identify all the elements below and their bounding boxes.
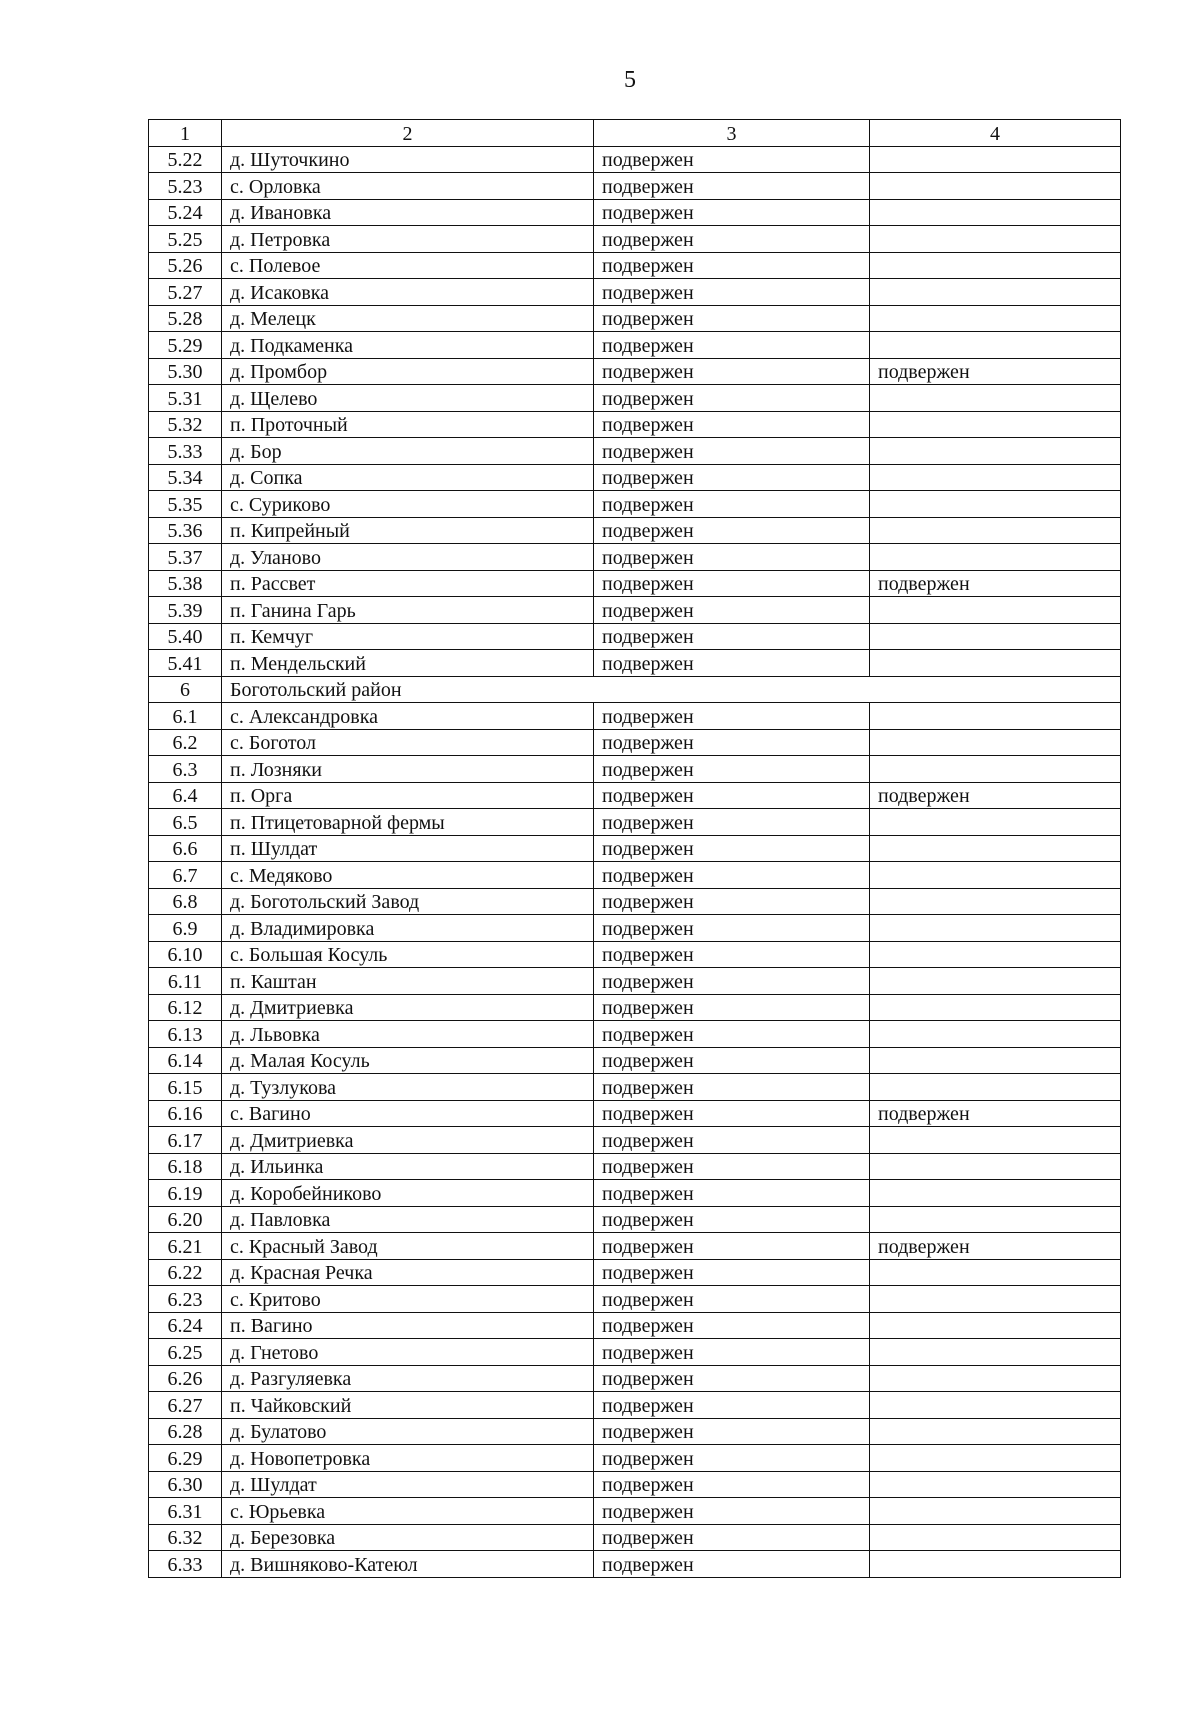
column-3-cell: подвержен: [594, 1153, 870, 1180]
table-row: [149, 1153, 1121, 1180]
table-row: [149, 1021, 1121, 1048]
column-3-cell: подвержен: [594, 1551, 870, 1578]
column-3-cell: подвержен: [594, 1312, 870, 1339]
table-row: [149, 1180, 1121, 1207]
settlement-name-cell: с. Боготол: [222, 729, 594, 756]
settlement-name-cell: д. Промбор: [222, 358, 594, 385]
settlement-name-cell: п. Шулдат: [222, 835, 594, 862]
column-4-cell: [870, 756, 1121, 783]
column-4-cell: подвержен: [870, 1100, 1121, 1127]
column-4-cell: [870, 411, 1121, 438]
column-3-cell: подвержен: [594, 146, 870, 173]
row-number-cell: 6.19: [149, 1180, 222, 1207]
column-4-cell: [870, 1153, 1121, 1180]
column-4-cell: [870, 1312, 1121, 1339]
row-number-cell: 6.3: [149, 756, 222, 783]
row-number-cell: 5.34: [149, 464, 222, 491]
row-number-cell: 6.13: [149, 1021, 222, 1048]
column-3-cell: подвержен: [594, 835, 870, 862]
settlement-name-cell: д. Дмитриевка: [222, 1127, 594, 1154]
column-4-cell: [870, 862, 1121, 889]
table-row: [149, 1524, 1121, 1551]
column-4-cell: [870, 623, 1121, 650]
settlement-name-cell: д. Ильинка: [222, 1153, 594, 1180]
column-4-cell: [870, 888, 1121, 915]
column-3-cell: подвержен: [594, 491, 870, 518]
column-3-cell: подвержен: [594, 650, 870, 677]
settlement-name-cell: д. Разгуляевка: [222, 1365, 594, 1392]
table-row: [149, 1127, 1121, 1154]
row-number-cell: 6.12: [149, 994, 222, 1021]
row-number-cell: 5.37: [149, 544, 222, 571]
column-header-2: 2: [222, 120, 594, 147]
column-3-cell: подвержен: [594, 438, 870, 465]
column-3-cell: подвержен: [594, 623, 870, 650]
settlement-name-cell: п. Ганина Гарь: [222, 597, 594, 624]
column-3-cell: подвержен: [594, 1339, 870, 1366]
row-number-cell: 6.17: [149, 1127, 222, 1154]
column-4-cell: [870, 385, 1121, 412]
row-number-cell: 6.21: [149, 1233, 222, 1260]
column-3-cell: подвержен: [594, 332, 870, 359]
column-3-cell: подвержен: [594, 252, 870, 279]
settlement-name-cell: с. Александровка: [222, 703, 594, 730]
table-row: [149, 438, 1121, 465]
row-number-cell: 6.20: [149, 1206, 222, 1233]
row-number-cell: 5.30: [149, 358, 222, 385]
column-4-cell: [870, 703, 1121, 730]
settlement-name-cell: с. Критово: [222, 1286, 594, 1313]
column-3-cell: подвержен: [594, 729, 870, 756]
row-number-cell: 6.8: [149, 888, 222, 915]
row-number-cell: 5.35: [149, 491, 222, 518]
table-row: [149, 1206, 1121, 1233]
column-3-cell: подвержен: [594, 1392, 870, 1419]
column-3-cell: подвержен: [594, 756, 870, 783]
column-3-cell: подвержен: [594, 941, 870, 968]
table-row: [149, 968, 1121, 995]
column-3-cell: подвержен: [594, 1471, 870, 1498]
column-4-cell: [870, 464, 1121, 491]
column-3-cell: подвержен: [594, 994, 870, 1021]
column-3-cell: подвержен: [594, 544, 870, 571]
settlement-name-cell: д. Малая Косуль: [222, 1047, 594, 1074]
row-number-cell: 5.31: [149, 385, 222, 412]
table-row: [149, 517, 1121, 544]
table-row: [149, 358, 1121, 385]
column-4-cell: [870, 597, 1121, 624]
settlement-name-cell: с. Вагино: [222, 1100, 594, 1127]
row-number-cell: 6.10: [149, 941, 222, 968]
column-4-cell: [870, 1259, 1121, 1286]
column-3-cell: подвержен: [594, 1047, 870, 1074]
column-4-cell: [870, 1286, 1121, 1313]
row-number-cell: 6.30: [149, 1471, 222, 1498]
section-title-cell: Боготольский район: [222, 676, 1121, 703]
column-4-cell: подвержен: [870, 1233, 1121, 1260]
column-4-cell: [870, 1127, 1121, 1154]
row-number-cell: 6.1: [149, 703, 222, 730]
row-number-cell: 5.32: [149, 411, 222, 438]
settlement-name-cell: д. Дмитриевка: [222, 994, 594, 1021]
column-3-cell: подвержен: [594, 862, 870, 889]
column-3-cell: подвержен: [594, 1127, 870, 1154]
row-number-cell: 5.24: [149, 199, 222, 226]
row-number-cell: 6.33: [149, 1551, 222, 1578]
settlement-name-cell: д. Петровка: [222, 226, 594, 253]
column-header-3: 3: [594, 120, 870, 147]
table-row: [149, 1498, 1121, 1525]
row-number-cell: 6.5: [149, 809, 222, 836]
settlement-name-cell: д. Тузлукова: [222, 1074, 594, 1101]
column-4-cell: [870, 332, 1121, 359]
column-4-cell: [870, 199, 1121, 226]
settlement-name-cell: с. Медяково: [222, 862, 594, 889]
column-3-cell: подвержен: [594, 888, 870, 915]
column-3-cell: подвержен: [594, 1100, 870, 1127]
column-3-cell: подвержен: [594, 1418, 870, 1445]
settlement-name-cell: п. Птицетоварной фермы: [222, 809, 594, 836]
column-3-cell: подвержен: [594, 1259, 870, 1286]
column-4-cell: [870, 1418, 1121, 1445]
section-row: [149, 676, 1121, 703]
table-row: [149, 1286, 1121, 1313]
table-row: [149, 252, 1121, 279]
column-3-cell: подвержен: [594, 782, 870, 809]
table-body: [149, 120, 1121, 1578]
column-3-cell: подвержен: [594, 358, 870, 385]
column-4-cell: [870, 1471, 1121, 1498]
table-row: [149, 835, 1121, 862]
column-3-cell: подвержен: [594, 1233, 870, 1260]
column-4-cell: [870, 915, 1121, 942]
row-number-cell: 6.15: [149, 1074, 222, 1101]
settlement-name-cell: д. Уланово: [222, 544, 594, 571]
column-3-cell: подвержен: [594, 1498, 870, 1525]
settlement-name-cell: д. Боготольский Завод: [222, 888, 594, 915]
column-4-cell: [870, 1445, 1121, 1472]
table-row: [149, 862, 1121, 889]
column-3-cell: подвержен: [594, 411, 870, 438]
table-row: [149, 491, 1121, 518]
table-header-row: [149, 120, 1121, 147]
column-4-cell: [870, 1498, 1121, 1525]
settlement-name-cell: д. Владимировка: [222, 915, 594, 942]
settlement-name-cell: д. Булатово: [222, 1418, 594, 1445]
table-row: [149, 703, 1121, 730]
column-3-cell: подвержен: [594, 1206, 870, 1233]
column-3-cell: подвержен: [594, 915, 870, 942]
table-row: [149, 332, 1121, 359]
settlement-name-cell: д. Сопка: [222, 464, 594, 491]
row-number-cell: 6.26: [149, 1365, 222, 1392]
column-3-cell: подвержен: [594, 279, 870, 306]
row-number-cell: 5.41: [149, 650, 222, 677]
column-4-cell: [870, 1074, 1121, 1101]
settlement-name-cell: п. Орга: [222, 782, 594, 809]
table-row: [149, 809, 1121, 836]
settlement-name-cell: д. Мелецк: [222, 305, 594, 332]
row-number-cell: 6.28: [149, 1418, 222, 1445]
column-4-cell: [870, 438, 1121, 465]
column-4-cell: [870, 305, 1121, 332]
row-number-cell: 5.38: [149, 570, 222, 597]
settlement-name-cell: д. Вишняково-Катеюл: [222, 1551, 594, 1578]
settlement-name-cell: д. Исаковка: [222, 279, 594, 306]
column-3-cell: подвержен: [594, 809, 870, 836]
row-number-cell: 6.22: [149, 1259, 222, 1286]
column-4-cell: [870, 1180, 1121, 1207]
settlements-table: [148, 119, 1121, 1578]
row-number-cell: 6.32: [149, 1524, 222, 1551]
settlement-name-cell: п. Проточный: [222, 411, 594, 438]
settlement-name-cell: д. Коробейниково: [222, 1180, 594, 1207]
settlement-name-cell: д. Березовка: [222, 1524, 594, 1551]
row-number-cell: 6.4: [149, 782, 222, 809]
table-row: [149, 411, 1121, 438]
table-row: [149, 729, 1121, 756]
row-number-cell: 5.40: [149, 623, 222, 650]
column-3-cell: подвержен: [594, 226, 870, 253]
column-3-cell: подвержен: [594, 968, 870, 995]
settlement-name-cell: д. Щелево: [222, 385, 594, 412]
table-row: [149, 888, 1121, 915]
settlement-name-cell: с. Полевое: [222, 252, 594, 279]
column-4-cell: [870, 1206, 1121, 1233]
settlement-name-cell: с. Суриково: [222, 491, 594, 518]
table-row: [149, 544, 1121, 571]
row-number-cell: 5.22: [149, 146, 222, 173]
table-row: [149, 597, 1121, 624]
column-4-cell: [870, 252, 1121, 279]
settlement-name-cell: д. Шуточкино: [222, 146, 594, 173]
table-row: [149, 1233, 1121, 1260]
column-4-cell: подвержен: [870, 570, 1121, 597]
settlement-name-cell: с. Юрьевка: [222, 1498, 594, 1525]
table-row: [149, 1074, 1121, 1101]
row-number-cell: 5.36: [149, 517, 222, 544]
row-number-cell: 6.27: [149, 1392, 222, 1419]
column-4-cell: [870, 146, 1121, 173]
settlement-name-cell: п. Рассвет: [222, 570, 594, 597]
row-number-cell: 5.25: [149, 226, 222, 253]
settlement-name-cell: д. Красная Речка: [222, 1259, 594, 1286]
table-row: [149, 464, 1121, 491]
settlement-name-cell: д. Новопетровка: [222, 1445, 594, 1472]
row-number-cell: 5.39: [149, 597, 222, 624]
table-row: [149, 623, 1121, 650]
row-number-cell: 6.6: [149, 835, 222, 862]
settlement-name-cell: д. Гнетово: [222, 1339, 594, 1366]
settlement-name-cell: д. Павловка: [222, 1206, 594, 1233]
settlement-name-cell: п. Вагино: [222, 1312, 594, 1339]
column-3-cell: подвержен: [594, 517, 870, 544]
column-3-cell: подвержен: [594, 173, 870, 200]
table-row: [149, 1047, 1121, 1074]
table-row: [149, 941, 1121, 968]
row-number-cell: 5.27: [149, 279, 222, 306]
table-row: [149, 1339, 1121, 1366]
table-row: [149, 1551, 1121, 1578]
row-number-cell: 6.25: [149, 1339, 222, 1366]
column-header-4: 4: [870, 120, 1121, 147]
row-number-cell: 5.23: [149, 173, 222, 200]
column-4-cell: [870, 1339, 1121, 1366]
row-number-cell: 6.16: [149, 1100, 222, 1127]
column-4-cell: [870, 809, 1121, 836]
table-row: [149, 173, 1121, 200]
column-4-cell: [870, 1365, 1121, 1392]
page-number: 5: [624, 67, 636, 93]
settlement-name-cell: п. Мендельский: [222, 650, 594, 677]
table-row: [149, 1312, 1121, 1339]
column-3-cell: подвержен: [594, 199, 870, 226]
table-row: [149, 994, 1121, 1021]
table-row: [149, 1365, 1121, 1392]
column-3-cell: подвержен: [594, 570, 870, 597]
settlement-name-cell: п. Кипрейный: [222, 517, 594, 544]
settlement-name-cell: п. Лозняки: [222, 756, 594, 783]
table-row: [149, 279, 1121, 306]
row-number-cell: 6.14: [149, 1047, 222, 1074]
row-number-cell: 6.29: [149, 1445, 222, 1472]
table-row: [149, 1392, 1121, 1419]
settlement-name-cell: п. Чайковский: [222, 1392, 594, 1419]
column-3-cell: подвержен: [594, 1180, 870, 1207]
row-number-cell: 6.18: [149, 1153, 222, 1180]
column-4-cell: подвержен: [870, 782, 1121, 809]
column-4-cell: [870, 517, 1121, 544]
column-4-cell: [870, 1021, 1121, 1048]
row-number-cell: 5.33: [149, 438, 222, 465]
column-4-cell: [870, 941, 1121, 968]
row-number-cell: 5.29: [149, 332, 222, 359]
column-3-cell: подвержен: [594, 1074, 870, 1101]
row-number-cell: 6.9: [149, 915, 222, 942]
settlement-name-cell: д. Шулдат: [222, 1471, 594, 1498]
table-row: [149, 915, 1121, 942]
settlement-name-cell: с. Большая Косуль: [222, 941, 594, 968]
row-number-cell: 6.11: [149, 968, 222, 995]
table-row: [149, 782, 1121, 809]
column-3-cell: подвержен: [594, 385, 870, 412]
table-row: [149, 756, 1121, 783]
column-3-cell: подвержен: [594, 1365, 870, 1392]
column-4-cell: [870, 1524, 1121, 1551]
column-3-cell: подвержен: [594, 1445, 870, 1472]
settlement-name-cell: д. Бор: [222, 438, 594, 465]
column-4-cell: подвержен: [870, 358, 1121, 385]
row-number-cell: 5.28: [149, 305, 222, 332]
table-row: [149, 1259, 1121, 1286]
settlement-name-cell: с. Орловка: [222, 173, 594, 200]
row-number-cell: 6.23: [149, 1286, 222, 1313]
column-4-cell: [870, 1551, 1121, 1578]
column-4-cell: [870, 729, 1121, 756]
table-row: [149, 1471, 1121, 1498]
row-number-cell: 6.7: [149, 862, 222, 889]
settlement-name-cell: д. Ивановка: [222, 199, 594, 226]
settlement-name-cell: д. Львовка: [222, 1021, 594, 1048]
table-row: [149, 570, 1121, 597]
settlement-name-cell: д. Подкаменка: [222, 332, 594, 359]
column-4-cell: [870, 279, 1121, 306]
column-4-cell: [870, 491, 1121, 518]
column-4-cell: [870, 1392, 1121, 1419]
table-row: [149, 1418, 1121, 1445]
table-row: [149, 226, 1121, 253]
row-number-cell: 5.26: [149, 252, 222, 279]
column-4-cell: [870, 994, 1121, 1021]
row-number-cell: 6.24: [149, 1312, 222, 1339]
column-3-cell: подвержен: [594, 1021, 870, 1048]
row-number-cell: 6.2: [149, 729, 222, 756]
table-row: [149, 1100, 1121, 1127]
section-number-cell: 6: [149, 676, 222, 703]
column-3-cell: подвержен: [594, 464, 870, 491]
table-row: [149, 305, 1121, 332]
column-4-cell: [870, 226, 1121, 253]
column-3-cell: подвержен: [594, 597, 870, 624]
column-4-cell: [870, 544, 1121, 571]
column-4-cell: [870, 650, 1121, 677]
table-row: [149, 146, 1121, 173]
settlement-name-cell: п. Каштан: [222, 968, 594, 995]
column-3-cell: подвержен: [594, 305, 870, 332]
column-3-cell: подвержен: [594, 1524, 870, 1551]
settlement-name-cell: п. Кемчуг: [222, 623, 594, 650]
column-3-cell: подвержен: [594, 1286, 870, 1313]
row-number-cell: 6.31: [149, 1498, 222, 1525]
column-4-cell: [870, 173, 1121, 200]
table-row: [149, 385, 1121, 412]
column-header-1: 1: [149, 120, 222, 147]
settlement-name-cell: с. Красный Завод: [222, 1233, 594, 1260]
column-4-cell: [870, 835, 1121, 862]
table-row: [149, 1445, 1121, 1472]
table-row: [149, 650, 1121, 677]
table-row: [149, 199, 1121, 226]
column-4-cell: [870, 1047, 1121, 1074]
column-4-cell: [870, 968, 1121, 995]
column-3-cell: подвержен: [594, 703, 870, 730]
